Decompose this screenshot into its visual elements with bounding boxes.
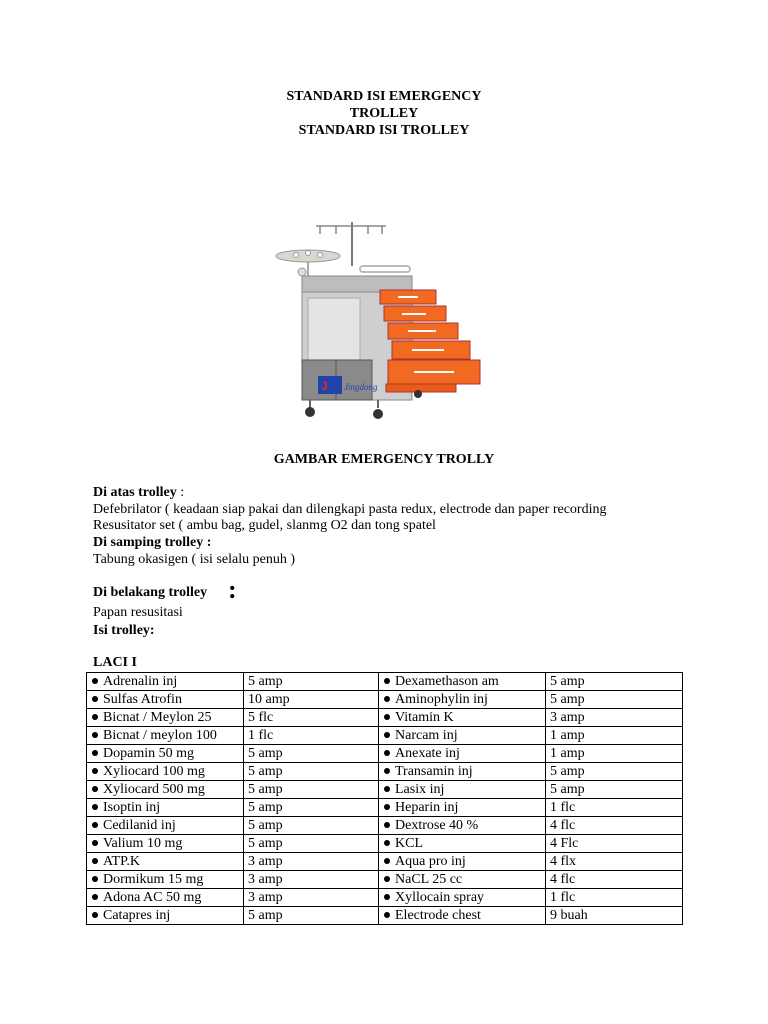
- medication-name-cell: [87, 871, 244, 889]
- cell-text: 5 amp: [248, 836, 283, 851]
- table-row: [87, 745, 683, 763]
- belakang-label: Di belakang trolley: [93, 585, 208, 600]
- quantity-cell: [244, 889, 379, 907]
- quantity-cell: [244, 817, 379, 835]
- cell-text: Transamin inj: [395, 764, 473, 779]
- table-row: [87, 835, 683, 853]
- cell-text: 4 flx: [550, 854, 577, 869]
- quantity-cell: [546, 799, 683, 817]
- table-row: [87, 709, 683, 727]
- bullet-icon: [92, 732, 98, 738]
- quantity-cell: [546, 709, 683, 727]
- cell-text: Xyllocain spray: [395, 890, 485, 905]
- bullet-icon: [384, 786, 390, 792]
- bullet-icon: [384, 894, 390, 900]
- bullet-icon: [384, 768, 390, 774]
- quantity-cell: [244, 835, 379, 853]
- cell-text: Dopamin 50 mg: [103, 746, 194, 761]
- cell-text: Valium 10 mg: [103, 836, 183, 851]
- quantity-cell: [244, 691, 379, 709]
- medication-name-cell: [379, 853, 546, 871]
- cell-text: Dextrose 40 %: [395, 818, 479, 833]
- cell-text: Anexate inj: [395, 746, 460, 761]
- bullet-icon: [384, 912, 390, 918]
- cell-text: 1 flc: [248, 728, 274, 743]
- cell-text: 5 amp: [550, 782, 585, 797]
- medication-name-cell: [379, 763, 546, 781]
- bullet-icon: [384, 732, 390, 738]
- quantity-cell: [244, 727, 379, 745]
- table-row: [87, 799, 683, 817]
- cell-text: Catapres inj: [103, 908, 171, 923]
- medication-name-cell: [87, 673, 244, 691]
- bullet-icon: [92, 750, 98, 756]
- figure-caption: GAMBAR EMERGENCY TROLLY: [273, 452, 495, 467]
- medication-name-cell: [379, 745, 546, 763]
- medication-name-cell: [87, 889, 244, 907]
- title-line-2: TROLLEY: [349, 106, 419, 121]
- bullet-icon: [92, 876, 98, 882]
- bullet-icon: [92, 894, 98, 900]
- table-row: [87, 817, 683, 835]
- cell-text: 9 buah: [550, 908, 588, 923]
- atas-label: Di atas trolley: [93, 485, 177, 500]
- cell-text: 4 flc: [550, 818, 576, 833]
- quantity-cell: [546, 691, 683, 709]
- medication-name-cell: [87, 853, 244, 871]
- belakang-colon: :: [228, 575, 237, 604]
- bullet-icon: [384, 822, 390, 828]
- bullet-icon: [384, 678, 390, 684]
- cell-text: 4 Flc: [550, 836, 579, 851]
- cell-text: KCL: [395, 836, 423, 851]
- medication-name-cell: [87, 781, 244, 799]
- quantity-cell: [244, 853, 379, 871]
- cell-text: 5 amp: [550, 692, 585, 707]
- cell-text: Sulfas Atrofin: [103, 692, 182, 707]
- cell-text: Adrenalin inj: [103, 674, 178, 689]
- table-row: [87, 691, 683, 709]
- bullet-icon: [92, 912, 98, 918]
- cell-text: 5 amp: [550, 764, 585, 779]
- cell-text: 1 amp: [550, 728, 585, 743]
- table-row: [87, 727, 683, 745]
- cell-text: Aqua pro inj: [395, 854, 466, 869]
- laci-label: LACI I: [93, 655, 137, 670]
- cell-text: 3 amp: [550, 710, 585, 725]
- quantity-cell: [546, 727, 683, 745]
- cell-text: 4 flc: [550, 872, 576, 887]
- quantity-cell: [244, 871, 379, 889]
- table-row: [87, 907, 683, 925]
- title-line-3: STANDARD ISI TROLLEY: [298, 123, 470, 138]
- medication-name-cell: [87, 745, 244, 763]
- cell-text: Adona AC 50 mg: [103, 890, 202, 905]
- quantity-cell: [244, 781, 379, 799]
- bullet-icon: [384, 804, 390, 810]
- cell-text: Bicnat / meylon 100: [103, 728, 217, 743]
- quantity-cell: [546, 907, 683, 925]
- isi-label: Isi trolley:: [93, 623, 155, 638]
- brand-label: Jingdong: [344, 382, 378, 392]
- medication-name-cell: [379, 781, 546, 799]
- quantity-cell: [244, 763, 379, 781]
- cell-text: Dexamethason am: [395, 674, 499, 689]
- medication-name-cell: [379, 799, 546, 817]
- cell-text: 5 amp: [248, 764, 283, 779]
- bullet-icon: [92, 786, 98, 792]
- table-row: [87, 673, 683, 691]
- samping-label: Di samping trolley :: [93, 535, 212, 550]
- emergency-trolley-image: [268, 218, 492, 426]
- quantity-cell: [546, 763, 683, 781]
- cell-text: 3 amp: [248, 890, 283, 905]
- bullet-icon: [384, 714, 390, 720]
- medication-name-cell: [379, 907, 546, 925]
- bullet-icon: [92, 804, 98, 810]
- bullet-icon: [92, 768, 98, 774]
- medication-name-cell: [379, 709, 546, 727]
- medication-name-cell: [87, 691, 244, 709]
- medication-name-cell: [87, 817, 244, 835]
- medication-name-cell: [379, 727, 546, 745]
- quantity-cell: [244, 799, 379, 817]
- medication-name-cell: [87, 799, 244, 817]
- title-line-1: STANDARD ISI EMERGENCY: [286, 89, 482, 104]
- cell-text: Aminophylin inj: [395, 692, 488, 707]
- bullet-icon: [92, 822, 98, 828]
- medication-name-cell: [379, 691, 546, 709]
- cell-text: 3 amp: [248, 872, 283, 887]
- bullet-icon: [92, 714, 98, 720]
- medication-name-cell: [379, 889, 546, 907]
- quantity-cell: [546, 871, 683, 889]
- cell-text: 10 amp: [248, 692, 290, 707]
- belakang-item: Papan resusitasi: [93, 605, 183, 620]
- table-row: [87, 763, 683, 781]
- cell-text: 5 amp: [248, 800, 283, 815]
- medication-name-cell: [87, 835, 244, 853]
- quantity-cell: [546, 673, 683, 691]
- cell-text: 3 amp: [248, 854, 283, 869]
- cell-text: Dormikum 15 mg: [103, 872, 204, 887]
- svg-text:J: J: [321, 379, 328, 393]
- cell-text: Narcam inj: [395, 728, 458, 743]
- quantity-cell: [244, 745, 379, 763]
- medication-name-cell: [87, 907, 244, 925]
- cell-text: Bicnat / Meylon 25: [103, 710, 212, 725]
- atas-line: [93, 485, 184, 501]
- cell-text: Xyliocard 100 mg: [103, 764, 205, 779]
- cell-text: 1 amp: [550, 746, 585, 761]
- cell-text: 5 flc: [248, 710, 274, 725]
- cell-text: 5 amp: [248, 746, 283, 761]
- cell-text: ATP.K: [103, 854, 140, 869]
- quantity-cell: [546, 853, 683, 871]
- bullet-icon: [384, 876, 390, 882]
- table-row: [87, 853, 683, 871]
- samping-item: Tabung okasigen ( isi selalu penuh ): [93, 552, 295, 567]
- table-row: [87, 871, 683, 889]
- bullet-icon: [384, 858, 390, 864]
- cell-text: Lasix inj: [395, 782, 445, 797]
- cell-text: Vitamin K: [395, 710, 454, 725]
- bullet-icon: [92, 840, 98, 846]
- cell-text: Xyliocard 500 mg: [103, 782, 205, 797]
- cell-text: 5 amp: [248, 818, 283, 833]
- cell-text: Isoptin inj: [103, 800, 161, 815]
- cell-text: 1 flc: [550, 890, 576, 905]
- medication-name-cell: [379, 817, 546, 835]
- cell-text: Cedilanid inj: [103, 818, 176, 833]
- medication-name-cell: [379, 871, 546, 889]
- quantity-cell: [244, 709, 379, 727]
- quantity-cell: [546, 835, 683, 853]
- bullet-icon: [92, 858, 98, 864]
- atas-colon: :: [176, 485, 185, 500]
- cell-text: 5 amp: [248, 782, 283, 797]
- quantity-cell: [546, 781, 683, 799]
- cell-text: 5 amp: [550, 674, 585, 689]
- medication-name-cell: [379, 673, 546, 691]
- table-row: [87, 781, 683, 799]
- cell-text: Electrode chest: [395, 908, 481, 923]
- table-row: [87, 889, 683, 907]
- cell-text: 1 flc: [550, 800, 576, 815]
- quantity-cell: [244, 907, 379, 925]
- cell-text: NaCL 25 cc: [395, 872, 463, 887]
- quantity-cell: [546, 745, 683, 763]
- atas-item-1: Defebrilator ( keadaan siap pakai dan dilengkapi pasta redux, electrode dan paper recording: [93, 502, 607, 517]
- bullet-icon: [384, 750, 390, 756]
- bullet-icon: [384, 840, 390, 846]
- quantity-cell: [546, 889, 683, 907]
- medication-table: [86, 672, 683, 925]
- medication-name-cell: [87, 727, 244, 745]
- cell-text: Heparin inj: [395, 800, 459, 815]
- quantity-cell: [546, 817, 683, 835]
- medication-name-cell: [87, 709, 244, 727]
- atas-item-2: Resusitator set ( ambu bag, gudel, slanmg O2 dan tong spatel: [93, 518, 436, 533]
- medication-name-cell: [379, 835, 546, 853]
- bullet-icon: [92, 678, 98, 684]
- cell-text: 5 amp: [248, 674, 283, 689]
- bullet-icon: [384, 696, 390, 702]
- cell-text: 5 amp: [248, 908, 283, 923]
- medication-name-cell: [87, 763, 244, 781]
- bullet-icon: [92, 696, 98, 702]
- quantity-cell: [244, 673, 379, 691]
